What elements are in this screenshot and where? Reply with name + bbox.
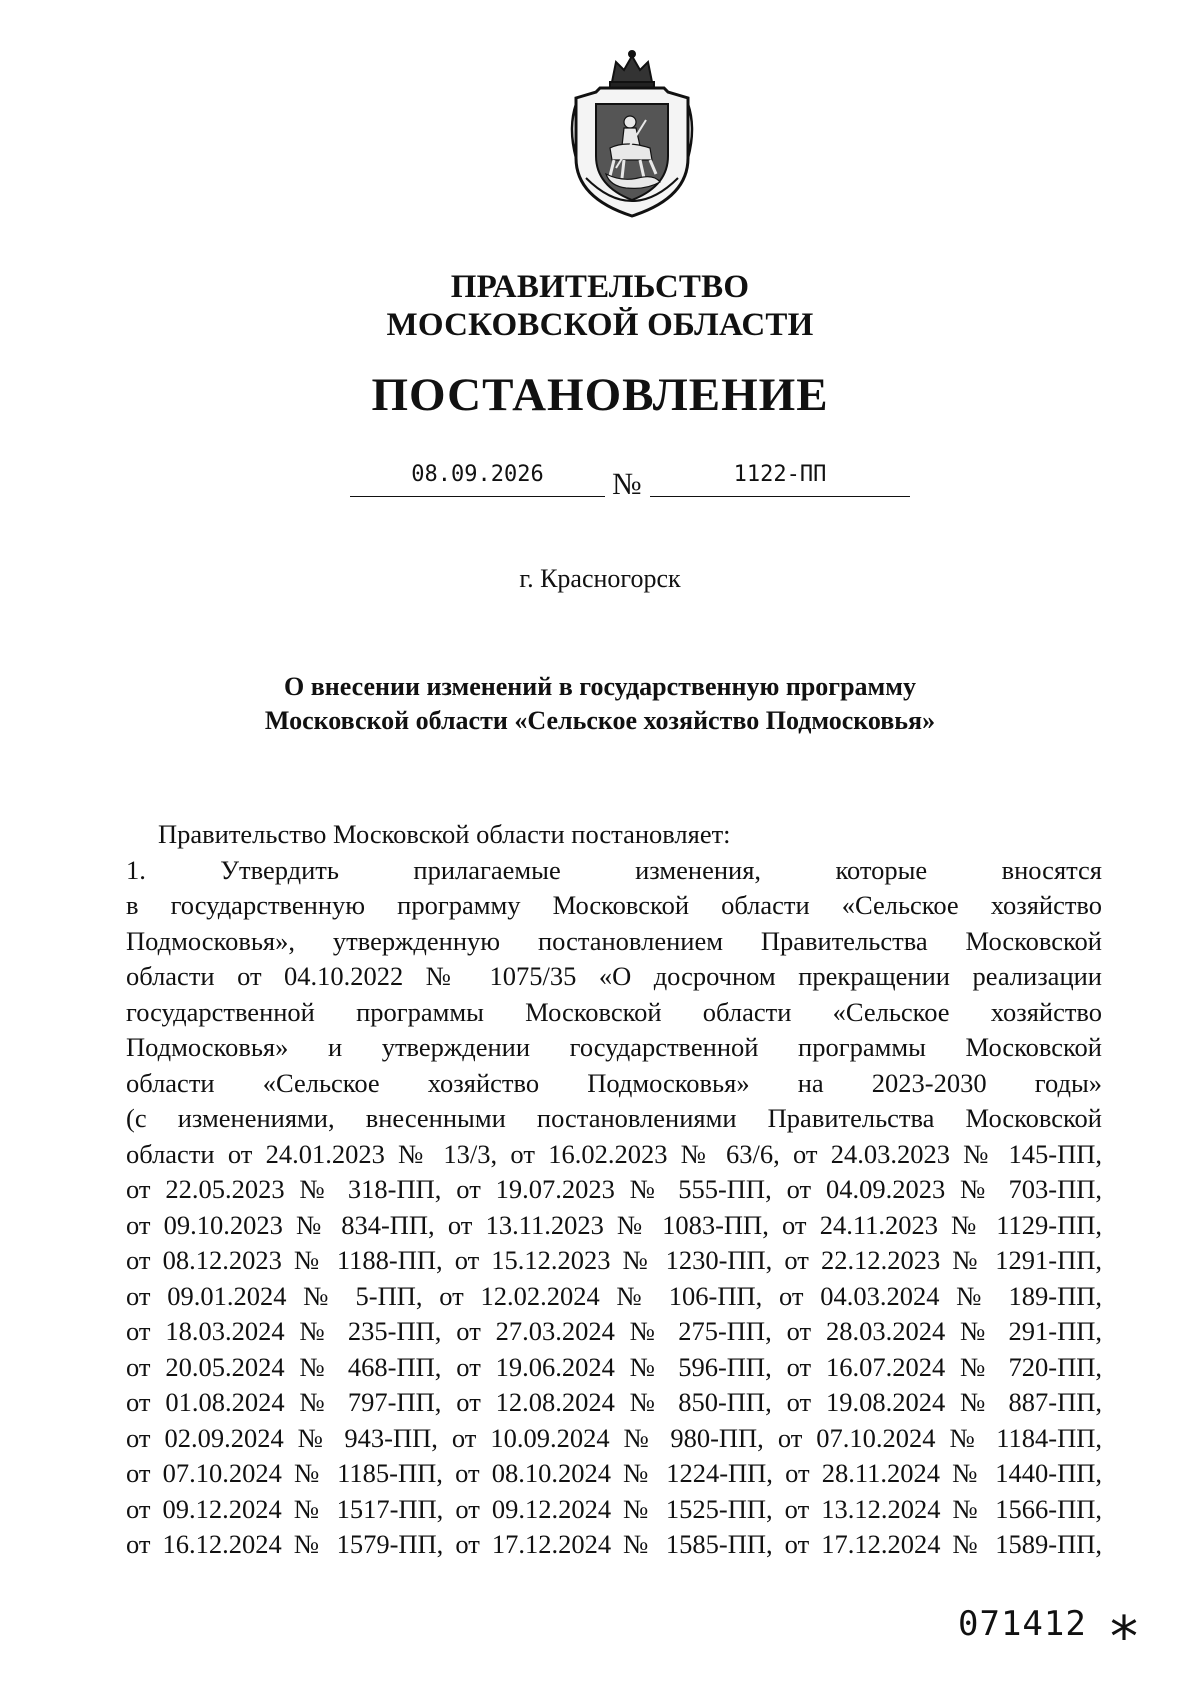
- number-sign: №: [612, 466, 642, 501]
- body-line: от 08.12.2023 № 1188-ПП, от 15.12.2023 № 1230-ПП, от 22.12.2023 № 1291-ПП,: [126, 1245, 1102, 1275]
- registration-row: [0, 454, 1200, 504]
- body-line: (с изменениями, внесенными постановлениями Правительства Московской: [126, 1103, 1102, 1133]
- body-line: от 16.12.2024 № 1579-ПП, от 17.12.2024 № 1585-ПП, от 17.12.2024 № 1589-ПП,: [126, 1529, 1102, 1559]
- asterisk-mark: *: [1110, 1605, 1138, 1670]
- body-line: от 01.08.2024 № 797-ПП, от 12.08.2024 № 850-ПП, от 19.08.2024 № 887-ПП,: [126, 1387, 1102, 1417]
- body-line: от 20.05.2024 № 468-ПП, от 19.06.2024 № 596-ПП, от 16.07.2024 № 720-ПП,: [126, 1351, 1102, 1382]
- city-name: г. Красногорск: [519, 564, 681, 593]
- serial-number: 071412: [958, 1604, 1087, 1644]
- body-line: от 18.03.2024 № 235-ПП, от 27.03.2024 № 275-ПП, от 28.03.2024 № 291-ПП,: [126, 1316, 1102, 1346]
- body-line: в государственную программу Московской области «Сельское хозяйство: [126, 890, 1102, 920]
- body-line: Подмосковья» и утверждении государственной программы Московской: [126, 1032, 1102, 1062]
- document-number-field: 1122-ПП: [650, 454, 910, 497]
- body-line: от 22.05.2023 № 318-ПП, от 19.07.2023 № 555-ПП, от 04.09.2023 № 703-ПП,: [126, 1174, 1102, 1204]
- body-line: области от 24.01.2023 № 13/3, от 16.02.2023 № 63/6, от 24.03.2023 № 145-ПП,: [126, 1138, 1102, 1169]
- document-date-field: 08.09.2026: [350, 454, 605, 497]
- body-line: от 09.10.2023 № 834-ПП, от 13.11.2023 № 1083-ПП, от 24.11.2023 № 1129-ПП,: [126, 1209, 1102, 1240]
- government-name-line2: МОСКОВСКОЙ ОБЛАСТИ: [386, 307, 814, 343]
- body-line: от 07.10.2024 № 1185-ПП, от 08.10.2024 № 1224-ПП, от 28.11.2024 № 1440-ПП,: [126, 1458, 1102, 1488]
- body-line: от 02.09.2024 № 943-ПП, от 10.09.2024 № 980-ПП, от 07.10.2024 № 1184-ПП,: [126, 1422, 1102, 1453]
- body-line: от 09.01.2024 № 5-ПП, от 12.02.2024 № 106-ПП, от 04.03.2024 № 189-ПП,: [126, 1280, 1102, 1311]
- subject-line: Московской области «Сельское хозяйство Подмосковья»: [264, 706, 936, 735]
- body-line: 1. Утвердить прилагаемые изменения, которые вносятся: [126, 854, 1102, 885]
- subject-line: О внесении изменений в государственную программу: [284, 672, 916, 701]
- document-subject: [0, 670, 1200, 738]
- coat-of-arms-icon: [566, 48, 698, 220]
- body-line: Подмосковья», утвержденную постановлением Правительства Московской: [126, 925, 1102, 956]
- government-name-line1: ПРАВИТЕЛЬСТВО: [450, 269, 750, 305]
- body-line: области «Сельское хозяйство Подмосковья» на 2023-2030 годы»: [126, 1067, 1102, 1098]
- document-body: [126, 817, 1102, 1563]
- body-line: государственной программы Московской области «Сельское хозяйство: [126, 996, 1102, 1027]
- body-line: области от 04.10.2022 № 1075/35 «О досрочном прекращении реализации: [126, 961, 1102, 991]
- body-line: от 09.12.2024 № 1517-ПП, от 09.12.2024 № 1525-ПП, от 13.12.2024 № 1566-ПП,: [126, 1493, 1102, 1524]
- body-intro: Правительство Московской области постановляет:: [158, 819, 731, 849]
- document-type-title: ПОСТАНОВЛЕНИЕ: [371, 369, 829, 421]
